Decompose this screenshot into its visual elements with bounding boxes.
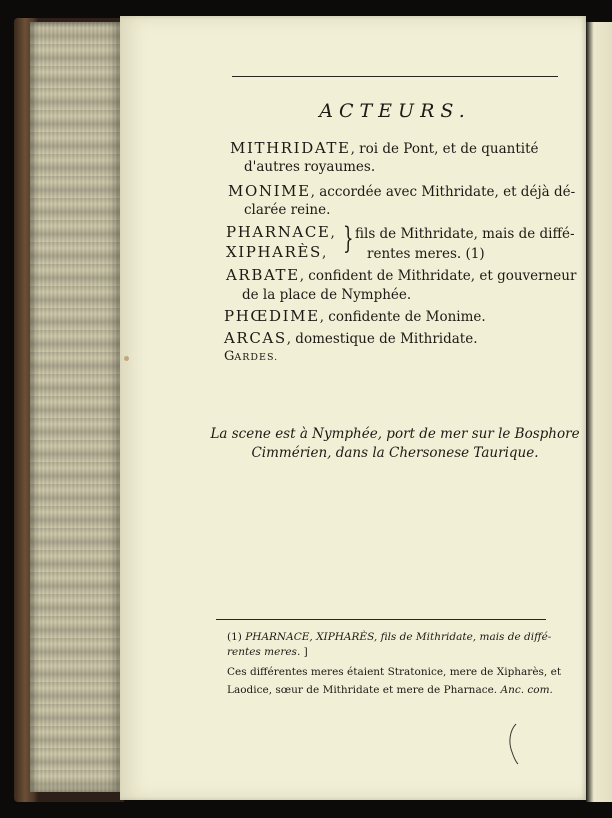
character-name: XIPHARÈS xyxy=(226,243,322,261)
character-name: MONIME xyxy=(228,182,311,200)
scene-setting-line2: Cimmérien, dans la Chersonese Taurique. xyxy=(251,445,539,461)
character-name: PHARNACE xyxy=(226,223,331,241)
paper-stain xyxy=(124,356,129,361)
header-rule xyxy=(232,76,558,77)
page-title: ACTEURS. xyxy=(319,100,471,122)
character-desc: , confidente de Monime. xyxy=(319,309,486,325)
character-gardes: GARDES. xyxy=(224,349,279,364)
footnote-text-cont: Laodice, sœur de Mithridate et mere de Pharnace. Anc. com. xyxy=(227,684,553,696)
character-mithridate xyxy=(230,139,539,158)
brace-glyph: } xyxy=(343,221,354,256)
shared-desc-cont: rentes meres. (1) xyxy=(367,246,485,262)
character-desc: , roi de Pont, et de quantité xyxy=(350,141,539,157)
character-desc-cont: d'autres royaumes. xyxy=(244,159,376,175)
character-desc: , confident de Mithridate, et gouverneur xyxy=(299,268,577,284)
footnote-source: Anc. com. xyxy=(500,684,553,696)
shared-desc: fils de Mithridate, mais de diffé- xyxy=(355,226,575,242)
character-pharnace: PHARNACE, xyxy=(226,223,335,241)
footnote-heading: (1) PHARNACE, XIPHARÈS, fils de Mithridate, mais de diffé- xyxy=(227,631,552,643)
character-arcas xyxy=(224,329,478,348)
character-desc: , domestique de Mithridate. xyxy=(286,331,478,347)
page-edges xyxy=(30,22,122,792)
pencil-mark xyxy=(506,722,520,766)
footnote-text: Ces différentes meres étaient Stratonice, mere de Xipharès, et xyxy=(227,666,562,678)
character-name: ARBATE xyxy=(226,266,300,284)
character-desc-cont: clarée reine. xyxy=(244,202,331,218)
character-desc-cont: de la place de Nymphée. xyxy=(242,287,412,303)
character-name: PHŒDIME xyxy=(224,307,320,325)
scene-setting-line1: La scene est à Nymphée, port de mer sur le Bosphore xyxy=(210,426,580,442)
character-desc: , accordée avec Mithridate, et déjà dé- xyxy=(310,184,576,200)
character-xipihares: XIPHARÈS, xyxy=(226,243,327,261)
character-monime xyxy=(228,182,575,201)
footnote-heading-cont: rentes meres. ] xyxy=(227,646,308,658)
footnote-rule xyxy=(216,619,546,620)
character-phoedime xyxy=(224,307,486,326)
character-name: MITHRIDATE xyxy=(230,139,351,157)
character-name: ARCAS xyxy=(224,329,287,347)
facing-page-edge xyxy=(586,22,612,802)
character-arbate xyxy=(226,266,576,285)
